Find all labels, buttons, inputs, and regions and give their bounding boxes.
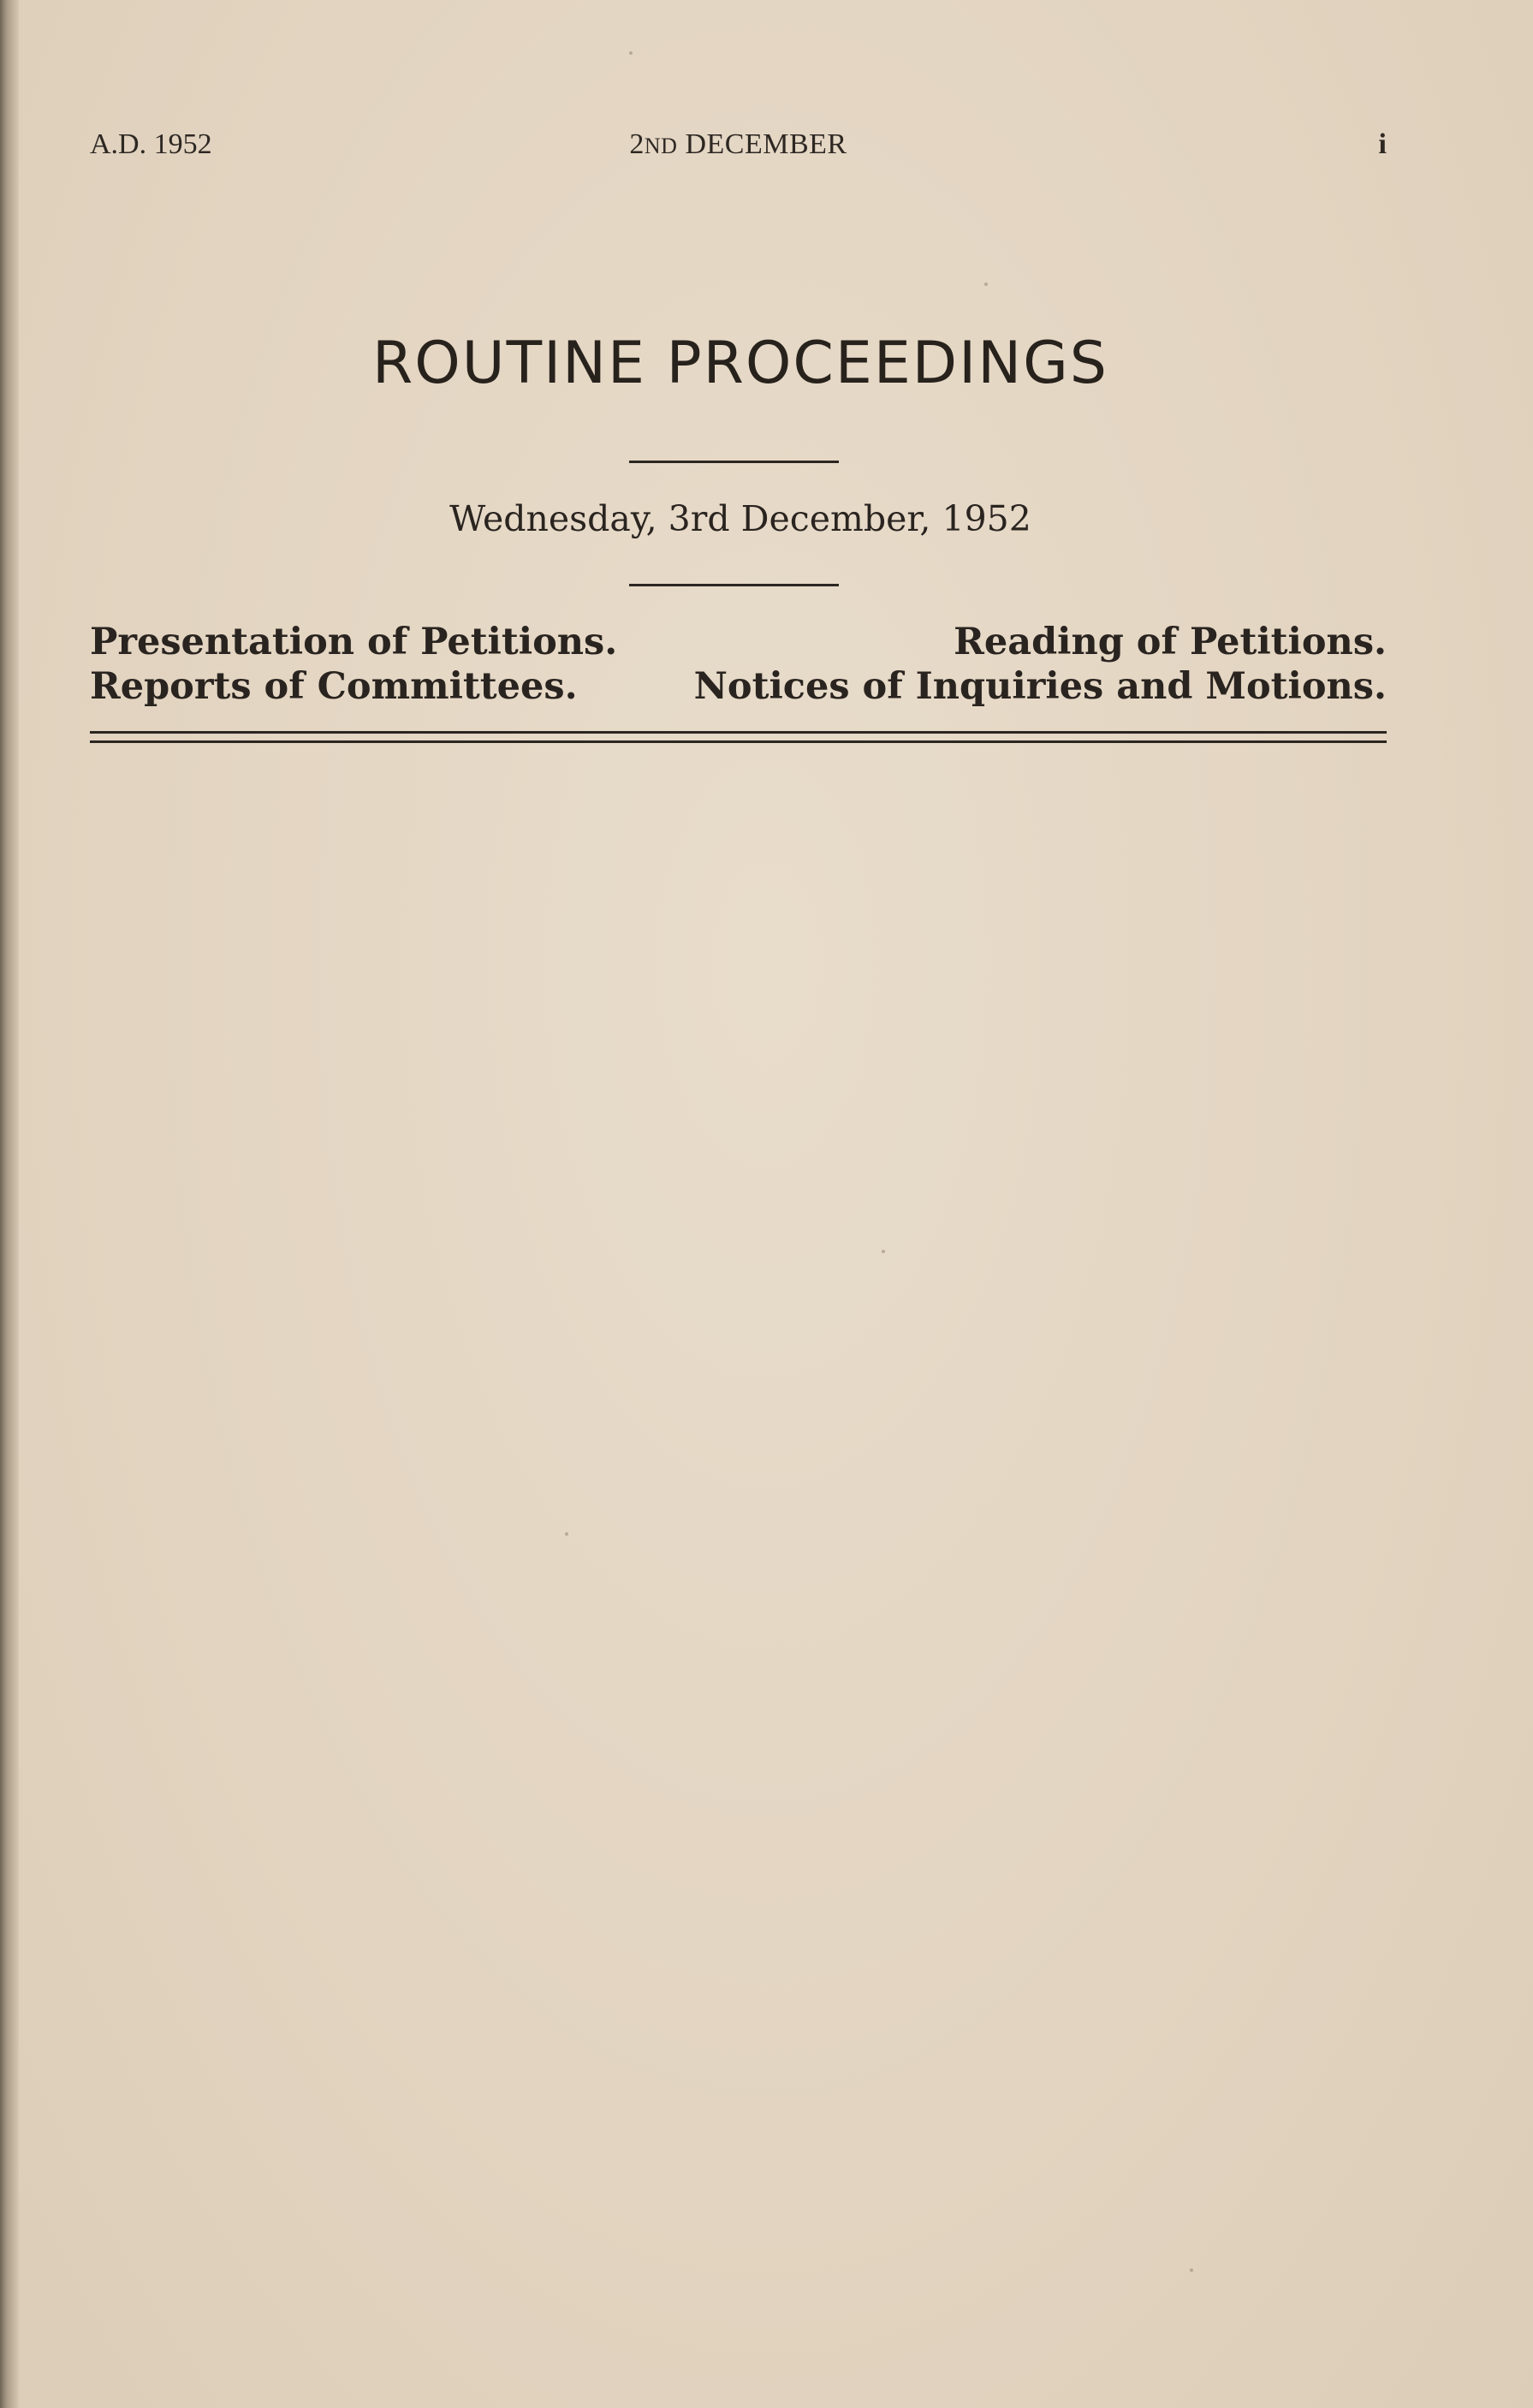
section-double-rule [90,731,1387,743]
item-presentation-of-petitions: Presentation of Petitions. [90,621,618,663]
paper-speck [882,1250,885,1253]
running-head-date-suffix: ND [644,134,678,158]
paper-speck [629,51,633,55]
title-divider [629,461,839,463]
paper-speck [1190,2268,1193,2272]
running-head-date [90,128,1387,161]
page-number: i [1378,128,1387,160]
proceedings-row [90,664,1387,709]
proceedings-row [90,620,1387,664]
date-divider [629,584,839,586]
page-title: ROUTINE PROCEEDINGS [372,330,1108,397]
running-head-date-day: 2 [629,128,645,160]
item-reading-of-petitions: Reading of Petitions. [954,621,1387,663]
proceedings-list [90,620,1387,709]
paper-speck [984,282,988,286]
item-notices-of-inquiries: Notices of Inquiries and Motions. [693,665,1387,708]
running-head-year: A.D. 1952 [90,128,212,160]
item-reports-of-committees: Reports of Committees. [90,665,578,708]
running-head-date-month: DECEMBER [677,128,847,160]
paper-speck [565,1532,568,1536]
sitting-date: Wednesday, 3rd December, 1952 [449,498,1031,539]
running-head [90,128,1387,171]
